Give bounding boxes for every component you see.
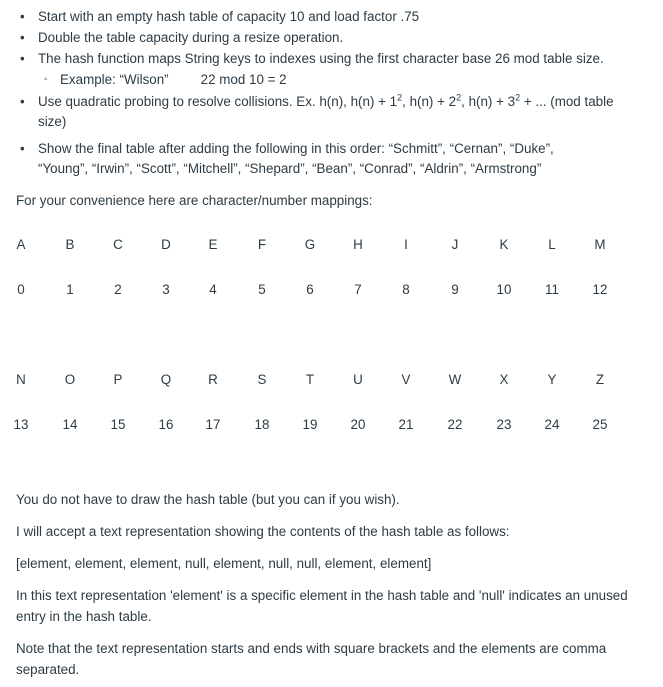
note-text-representation: I will accept a text representation showing the contents of the hash table as follows:: [16, 524, 510, 539]
mapping-letter: I: [404, 237, 408, 252]
mapping-letter: K: [499, 237, 509, 252]
bullet-dot: •: [20, 30, 25, 45]
mapping-number: 0: [17, 282, 25, 297]
note-format-brackets: Note that the text representation starts and ends with square brackets and the elements are comma separated.: [16, 641, 607, 677]
example-key: Example: “Wilson”: [60, 72, 169, 87]
mapping-letter: B: [65, 237, 75, 252]
mapping-number: 2: [114, 282, 122, 297]
mapping-number: 8: [402, 282, 410, 297]
mapping-letter: S: [257, 372, 267, 387]
mapping-letter: R: [208, 372, 218, 387]
mapping-number: 10: [496, 282, 512, 297]
mapping-row-letters-a-m: [0, 235, 663, 255]
mapping-letter: F: [257, 237, 267, 252]
mapping-letter: J: [451, 237, 459, 252]
mapping-letter: O: [64, 372, 76, 387]
bullet-resize: Double the table capacity during a resize operation.: [38, 30, 344, 45]
example-label: [60, 70, 287, 90]
bullet-dot: •: [20, 141, 25, 156]
mapping-number: 14: [62, 417, 78, 432]
mapping-number: 12: [592, 282, 608, 297]
mapping-number: 16: [158, 417, 174, 432]
mapping-letter: Y: [547, 372, 557, 387]
mapping-letter: V: [401, 372, 411, 387]
mapping-letter: W: [448, 372, 462, 387]
mapping-row-letters-n-z: [0, 370, 663, 390]
bullet-dot: •: [20, 94, 25, 109]
bullet-capacity: Start with an empty hash table of capacity 10 and load factor .75: [38, 9, 420, 24]
mapping-letter: P: [113, 372, 123, 387]
bullet-final-table-keys: “Young”, “Irwin”, “Scott”, “Mitchell”, “Shepard”, “Bean”, “Conrad”, “Aldrin”, “Armstrong”: [38, 161, 542, 176]
bullet-quadratic-probing: Use quadratic probing to resolve collisions. Ex. h(n), $h(n) + 1^2$, $h(n) + 2^2$, $h(n) + 3^2$ + ... (mod table: [38, 92, 614, 109]
mapping-letter: C: [113, 237, 123, 252]
mapping-letter: X: [499, 372, 509, 387]
note-drawing-optional: You do not have to draw the hash table (but you can if you wish).: [16, 492, 400, 507]
bullet-quadratic-probing-cont: size): [38, 114, 67, 129]
mapping-number: 3: [162, 282, 170, 297]
mapping-row-numbers-13-25: [0, 415, 663, 435]
mapping-letter: A: [16, 237, 26, 252]
mapping-number: 19: [302, 417, 318, 432]
bullet-final-table: Show the final table after adding the following in this order: “Schmitt”, “Cernan”, “Duke”,: [38, 141, 554, 156]
example-result: 22 mod 10 = 2: [200, 72, 287, 87]
mapping-letter: L: [548, 237, 556, 252]
bullet-hash-function: The hash function maps String keys to indexes using the first character base 26 mod table size.: [38, 51, 604, 66]
mapping-number: 24: [544, 417, 560, 432]
mapping-letter: G: [304, 237, 316, 252]
mapping-letter: D: [161, 237, 171, 252]
note-example-array: [element, element, element, null, element, null, null, element, element]: [16, 556, 432, 571]
mapping-number: 22: [447, 417, 463, 432]
mapping-number: 21: [398, 417, 414, 432]
mapping-number: 23: [496, 417, 512, 432]
mapping-number: 1: [66, 282, 74, 297]
mapping-letter: T: [305, 372, 315, 387]
mapping-letter: Z: [595, 372, 605, 387]
mapping-number: 6: [306, 282, 314, 297]
mapping-letter: H: [353, 237, 363, 252]
mapping-number: 11: [545, 282, 559, 297]
note-element-null-explanation: In this text representation 'element' is a specific element in the hash table and 'null' indicates an unused entry in the hash table.: [16, 588, 628, 624]
mapping-letter: E: [208, 237, 218, 252]
mapping-number: 20: [350, 417, 366, 432]
mapping-number: 15: [110, 417, 126, 432]
sub-bullet-circle: ◦: [44, 74, 48, 85]
mapping-number: 5: [258, 282, 266, 297]
mapping-letter: Q: [160, 372, 172, 387]
bullet-dot: •: [20, 51, 25, 66]
mapping-number: 17: [205, 417, 221, 432]
bullet-dot: •: [20, 9, 25, 24]
mapping-number: 7: [354, 282, 362, 297]
mapping-letter: N: [16, 372, 26, 387]
mapping-number: 9: [451, 282, 459, 297]
mapping-letter: M: [594, 237, 606, 252]
mapping-letter: U: [353, 372, 363, 387]
mapping-number: 25: [592, 417, 608, 432]
mapping-number: 13: [13, 417, 29, 432]
mapping-number: 18: [254, 417, 270, 432]
mapping-intro: For your convenience here are character/number mappings:: [16, 193, 373, 208]
mapping-number: 4: [209, 282, 217, 297]
mapping-row-numbers-0-12: [0, 280, 663, 300]
